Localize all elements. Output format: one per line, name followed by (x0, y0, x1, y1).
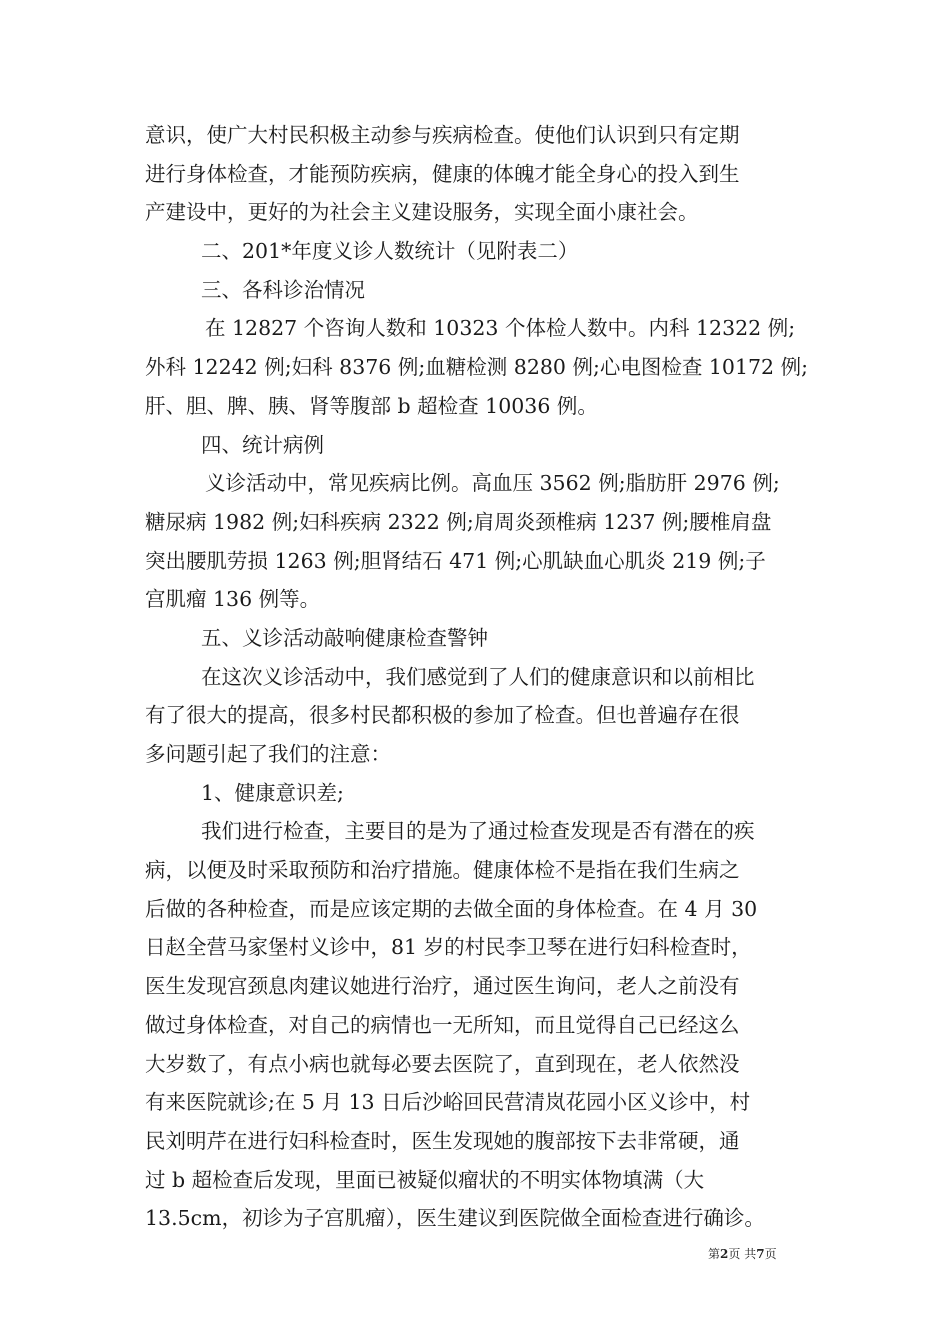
section-heading-2: 二、201*年度义诊人数统计（见附表二） (201, 239, 579, 264)
body-line: 意识，使广大村民积极主动参与疾病检查。使他们认识到只有定期 (145, 123, 740, 147)
body-line: 外科 12242 例;妇科 8376 例;血糖检测 8280 例;心电图检查 10172 例; (145, 355, 809, 380)
body-line: 日赵全营马家堡村义诊中，81 岁的村民李卫琴在进行妇科检查时， (145, 935, 752, 960)
footer-suffix: 页 (764, 1247, 777, 1261)
footer-prefix: 第 (708, 1247, 721, 1261)
body-line: 产建设中，更好的为社会主义建设服务，实现全面小康社会。 (145, 200, 699, 225)
body-line: 多问题引起了我们的注意： (145, 742, 391, 766)
body-line: 13.5cm，初诊为子宫肌瘤），医生建议到医院做全面检查进行确诊。 (145, 1206, 765, 1231)
body-line: 我们进行检查，主要目的是为了通过检查发现是否有潜在的疾 (201, 819, 755, 844)
body-line: 有了很大的提高，很多村民都积极的参加了检查。但也普遍存在很 (145, 703, 740, 728)
body-line: 有来医院就诊;在 5 月 13 日后沙峪回民营清岚花园小区义诊中，村 (145, 1090, 751, 1115)
body-line: 肝、胆、脾、胰、肾等腹部 b 超检查 10036 例。 (145, 393, 598, 418)
total-page-number: 7 (756, 1247, 765, 1261)
current-page-number: 2 (720, 1247, 729, 1261)
section-heading-4: 四、统计病例 (201, 432, 324, 457)
body-line: 宫肌瘤 136 例等。 (145, 587, 321, 612)
body-line: 过 b 超检查后发现，里面已被疑似瘤状的不明实体物填满（大 (145, 1167, 705, 1192)
body-line: 民刘明芹在进行妇科检查时，医生发现她的腹部按下去非常硬，通 (145, 1128, 740, 1153)
body-line: 病，以便及时采取预防和治疗措施。健康体检不是指在我们生病之 (145, 858, 740, 883)
body-line: 后做的各种检查，而是应该定期的去做全面的身体检查。在 4 月 30 (145, 896, 758, 921)
body-line: 在 12827 个咨询人数和 10323 个体检人数中。内科 12322 例; (205, 316, 796, 341)
document-body (145, 116, 825, 1238)
footer-middle: 页 共 (728, 1247, 757, 1261)
page-number-footer (708, 1246, 777, 1262)
body-line: 做过身体检查，对自己的病情也一无所知，而且觉得自己已经这么 (145, 1012, 740, 1037)
body-line: 医生发现宫颈息肉建议她进行治疗，通过医生询问，老人之前没有 (145, 974, 740, 999)
body-line: 进行身体检查，才能预防疾病，健康的体魄才能全身心的投入到生 (145, 161, 740, 186)
section-heading-3: 三、各科诊治情况 (201, 277, 365, 302)
subsection-heading-1: 1、健康意识差; (201, 780, 344, 805)
body-line: 大岁数了，有点小病也就每必要去医院了，直到现在，老人依然没 (145, 1051, 740, 1076)
body-line: 糖尿病 1982 例;妇科疾病 2322 例;肩周炎颈椎病 1237 例;腰椎肩盘 (145, 509, 772, 534)
body-line: 在这次义诊活动中，我们感觉到了人们的健康意识和以前相比 (201, 664, 755, 689)
body-line: 义诊活动中，常见疾病比例。高血压 3562 例;脂肪肝 2976 例; (205, 471, 780, 496)
section-heading-5: 五、义诊活动敲响健康检查警钟 (201, 625, 488, 650)
body-line: 突出腰肌劳损 1263 例;胆肾结石 471 例;心肌缺血心肌炎 219 例;子 (145, 548, 766, 573)
